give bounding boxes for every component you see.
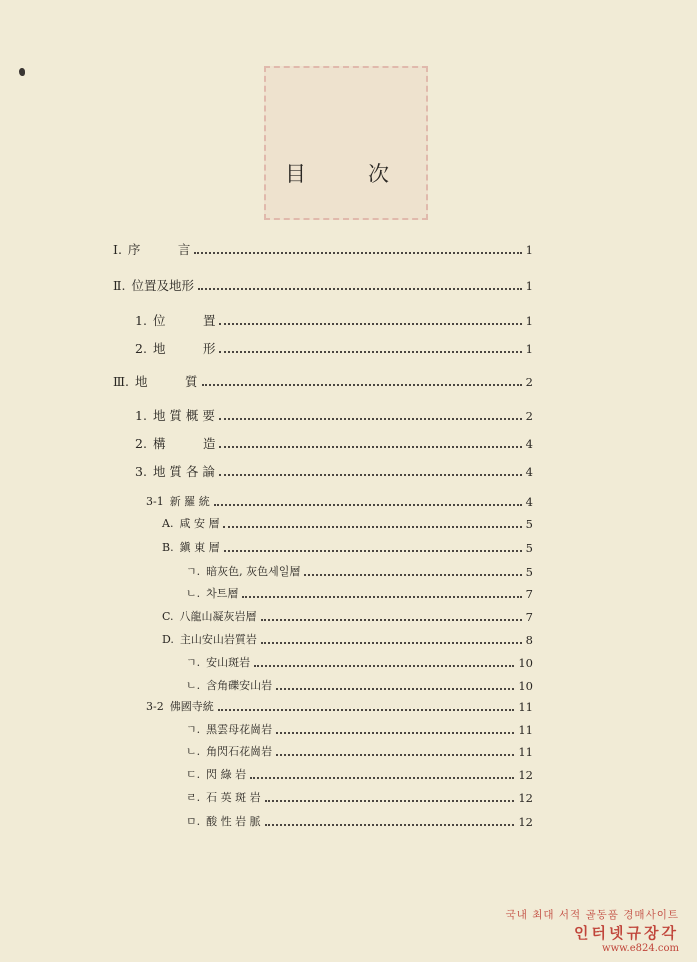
toc-page: 5 (525, 565, 533, 579)
toc-page: 1 (525, 279, 533, 293)
title-char-1: 目 (285, 162, 306, 186)
toc-leader (223, 526, 521, 528)
toc-leader (242, 596, 521, 598)
toc-number: 1. (135, 313, 147, 328)
toc-entry (186, 812, 533, 832)
toc-text: 角閃石花崗岩 (206, 745, 273, 758)
toc-number: Ⅲ. (113, 374, 130, 389)
site-watermark (506, 907, 679, 954)
toc-text: 序 言 (127, 242, 191, 257)
toc-number: 3. (135, 464, 147, 479)
toc-text: 八龍山凝灰岩層 (179, 610, 257, 623)
toc-page: 7 (525, 610, 533, 624)
toc-number: ㄴ. (186, 679, 201, 692)
toc-leader (214, 504, 522, 506)
toc-text: 鎭 東 層 (179, 541, 220, 554)
toc-entry (186, 788, 533, 808)
toc-number: A. (162, 517, 174, 530)
toc-page: 11 (518, 700, 533, 714)
toc-page: 5 (525, 517, 533, 531)
toc-leader (265, 800, 515, 802)
toc-entry (162, 630, 533, 650)
toc-leader (261, 619, 522, 621)
toc-text: 차트層 (206, 587, 239, 600)
toc-number: 2. (135, 341, 147, 356)
toc-entry (186, 584, 533, 604)
toc-text: 酸 性 岩 脈 (206, 815, 261, 828)
toc-number: Ⅰ. (113, 242, 122, 257)
toc-leader (224, 550, 522, 552)
library-stamp (264, 66, 428, 220)
toc-text: 佛國寺統 (169, 700, 214, 713)
toc-leader (304, 574, 521, 576)
toc-text: 咸 安 層 (179, 517, 220, 530)
toc-text: 閃 綠 岩 (206, 768, 247, 781)
toc-leader (218, 709, 515, 711)
toc-page: 10 (518, 656, 533, 670)
toc-page: 7 (525, 587, 533, 601)
toc-text: 安山斑岩 (206, 656, 251, 669)
toc-number: ㄱ. (186, 656, 201, 669)
page-title (0, 158, 697, 188)
toc-entry (186, 676, 533, 696)
toc-text: 新 羅 統 (169, 495, 210, 508)
toc-entry (135, 406, 533, 426)
toc-entry (186, 765, 533, 785)
toc-page: 4 (525, 495, 533, 509)
toc-text: 位 置 (152, 313, 216, 328)
toc-entry (162, 607, 533, 627)
toc-number: ㄱ. (186, 723, 201, 736)
toc-entry (186, 720, 533, 740)
toc-text: 地 質 (135, 374, 198, 389)
toc-entry (113, 276, 533, 296)
toc-number: ㄴ. (186, 587, 201, 600)
toc-text: 黑雲母花崗岩 (206, 723, 273, 736)
toc-leader (276, 732, 514, 734)
toc-page: 12 (518, 768, 533, 782)
toc-number: ㄹ. (186, 791, 201, 804)
toc-leader (219, 446, 521, 448)
toc-page: 5 (525, 541, 533, 555)
toc-number: B. (162, 541, 174, 554)
toc-leader (276, 688, 514, 690)
toc-number: 2. (135, 436, 147, 451)
toc-number: ㄴ. (186, 745, 201, 758)
toc-entry (186, 653, 533, 673)
toc-number: ㄱ. (186, 565, 201, 578)
toc-leader (219, 323, 521, 325)
toc-entry (146, 492, 533, 512)
toc-page: 4 (525, 437, 533, 451)
toc-page: 1 (525, 243, 533, 257)
toc-page: 11 (518, 745, 533, 759)
toc-leader (261, 642, 522, 644)
watermark-tagline: 국내 최대 서적 골동품 경매사이트 (505, 909, 679, 921)
toc-page: 11 (518, 723, 533, 737)
toc-leader (219, 351, 521, 353)
toc-text: 主山安山岩質岩 (179, 633, 257, 646)
toc-leader (219, 418, 522, 420)
toc-page: 12 (518, 815, 533, 829)
toc-leader (194, 252, 521, 254)
ink-mark (19, 68, 25, 76)
watermark-brand: 인터넷규장각 (574, 924, 679, 942)
toc-page: 1 (525, 342, 533, 356)
toc-entry (135, 339, 533, 359)
toc-entry (146, 697, 533, 717)
toc-text: 地 形 (152, 341, 216, 356)
toc-leader (219, 474, 522, 476)
toc-page: 10 (518, 679, 533, 693)
toc-number: 1. (135, 408, 147, 423)
toc-number: ㄷ. (186, 768, 201, 781)
toc-text: 地 質 概 要 (152, 408, 215, 423)
toc-page: 2 (525, 409, 533, 423)
toc-text: 構 造 (152, 436, 216, 451)
toc-page: 2 (525, 375, 533, 389)
toc-text: 位置及地形 (131, 278, 194, 293)
toc-leader (202, 384, 522, 386)
toc-number: ㅁ. (186, 815, 201, 828)
toc-entry (162, 538, 533, 558)
toc-entry (135, 462, 533, 482)
title-char-2: 次 (368, 162, 389, 186)
toc-leader (254, 665, 514, 667)
toc-page: 1 (525, 314, 533, 328)
toc-number: Ⅱ. (113, 278, 126, 293)
toc-entry (135, 311, 533, 331)
toc-entry (186, 742, 533, 762)
toc-number: C. (162, 610, 174, 623)
toc-number: D. (162, 633, 174, 646)
toc-text: 暗灰色, 灰色세일層 (206, 565, 301, 578)
toc-entry (186, 562, 533, 582)
toc-page: 12 (518, 791, 533, 805)
toc-leader (276, 754, 514, 756)
watermark-url: www.e824.com (602, 943, 679, 954)
toc-leader (250, 777, 514, 779)
toc-leader (265, 824, 515, 826)
toc-leader (198, 288, 522, 290)
toc-text: 地 質 各 論 (152, 464, 215, 479)
toc-number: 3-1 (146, 495, 164, 508)
toc-number: 3-2 (146, 700, 164, 713)
toc-page: 4 (525, 465, 533, 479)
toc-text: 石 英 斑 岩 (206, 791, 261, 804)
toc-entry (113, 372, 533, 392)
toc-entry (162, 514, 533, 534)
toc-entry (135, 434, 533, 454)
toc-text: 含角礫安山岩 (206, 679, 273, 692)
toc-page: 8 (525, 633, 533, 647)
toc-entry (113, 240, 533, 260)
